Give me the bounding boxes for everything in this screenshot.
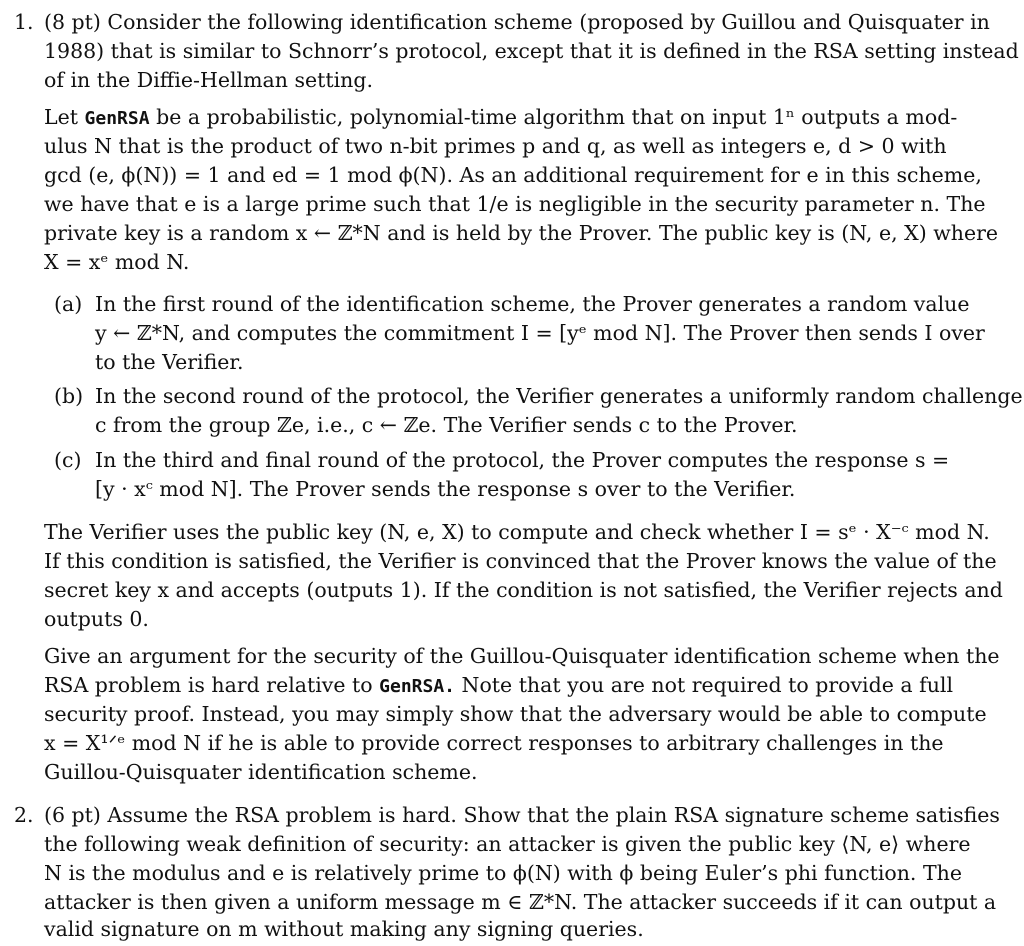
item-b-line-1: In the second round of the protocol, the Verifier generates a uniformly random challenge xyxy=(95,384,1023,408)
problem-1-intro-line-3: of in the Diffie-Hellman setting. xyxy=(44,68,374,92)
problem-2-line-1: (6 pt) Assume the RSA problem is hard. Show that the plain RSA signature scheme satisfies xyxy=(44,803,1000,827)
genrsa-code-2: GenRSA. xyxy=(379,676,455,697)
argue-line-2-prefix: RSA problem is hard relative to xyxy=(44,673,373,697)
setup-line-6: X = xᵉ mod N. xyxy=(44,250,190,274)
setup-line-5: private key is a random x ← ℤ*N and is held by the Prover. The public key is (N, e, X) where xyxy=(44,221,999,245)
problem-1-number: 1. xyxy=(14,10,34,34)
setup-line-2: ulus N that is the product of two n-bit primes p and q, as well as integers e, d > 0 with xyxy=(44,134,947,158)
item-b-label: (b) xyxy=(54,384,84,408)
verify-line-2: If this condition is satisfied, the Verifier is convinced that the Prover knows the value of the xyxy=(44,549,997,573)
genrsa-code: GenRSA xyxy=(84,108,150,129)
setup-line-4: we have that e is a large prime such that 1/e is negligible in the security parameter n. The xyxy=(44,192,986,216)
item-a-line-2: y ← ℤ*N, and computes the commitment I = [yᵉ mod N]. The Prover then sends I over xyxy=(95,321,985,345)
verify-line-3: secret key x and accepts (outputs 1). If the condition is not satisfied, the Verifier rejects and xyxy=(44,578,1003,602)
item-a-label: (a) xyxy=(54,292,83,316)
argue-line-1: Give an argument for the security of the Guillou-Quisquater identification scheme when the xyxy=(44,644,1000,668)
verify-line-1: The Verifier uses the public key (N, e, X) to compute and check whether I = sᵉ · X⁻ᶜ mod N. xyxy=(44,520,990,544)
item-c-label: (c) xyxy=(54,448,82,472)
argue-line-2 xyxy=(44,671,953,701)
item-c-line-2: [y · xᶜ mod N]. The Prover sends the response s over to the Verifier. xyxy=(95,477,796,501)
item-a-line-1: In the first round of the identification scheme, the Prover generates a random value xyxy=(95,292,970,316)
problem-2-number: 2. xyxy=(14,803,34,827)
setup-line-1-rest: be a probabilistic, polynomial-time algorithm that on input 1ⁿ outputs a mod- xyxy=(156,105,958,129)
item-b-line-2: c from the group ℤe, i.e., c ← ℤe. The Verifier sends c to the Prover. xyxy=(95,413,798,437)
verify-line-4: outputs 0. xyxy=(44,607,149,631)
problem-2-line-4: attacker is then given a uniform message m ∈ ℤ*N. The attacker succeeds if it can output a xyxy=(44,890,997,914)
argue-line-4: x = X¹ᐟᵉ mod N if he is able to provide correct responses to arbitrary challenges in the xyxy=(44,731,944,755)
setup-line-1-prefix: Let xyxy=(44,105,78,129)
setup-line-1 xyxy=(44,103,957,133)
problem-1-intro-line-1: (8 pt) Consider the following identification scheme (proposed by Guillou and Quisquater in xyxy=(44,10,990,34)
argue-line-5: Guillou-Quisquater identification scheme. xyxy=(44,760,478,784)
setup-line-3: gcd (e, ϕ(N)) = 1 and ed = 1 mod ϕ(N). As an additional requirement for e in this scheme, xyxy=(44,163,982,187)
problem-2-line-3: N is the modulus and e is relatively prime to ϕ(N) with ϕ being Euler’s phi function. The xyxy=(44,861,962,885)
argue-line-3: security proof. Instead, you may simply show that the adversary would be able to compute xyxy=(44,702,987,726)
problem-2-line-2: the following weak definition of security: an attacker is given the public key ⟨N, e⟩ where xyxy=(44,832,971,856)
item-c-line-1: In the third and final round of the protocol, the Prover computes the response s = xyxy=(95,448,950,472)
problem-1-intro-line-2: 1988) that is similar to Schnorr’s protocol, except that it is defined in the RSA setting instead xyxy=(44,39,1019,63)
argue-line-2-rest: Note that you are not required to provide a full xyxy=(461,673,954,697)
problem-2-line-5: valid signature on m without making any signing queries. xyxy=(44,917,644,941)
item-a-line-3: to the Verifier. xyxy=(95,350,244,374)
